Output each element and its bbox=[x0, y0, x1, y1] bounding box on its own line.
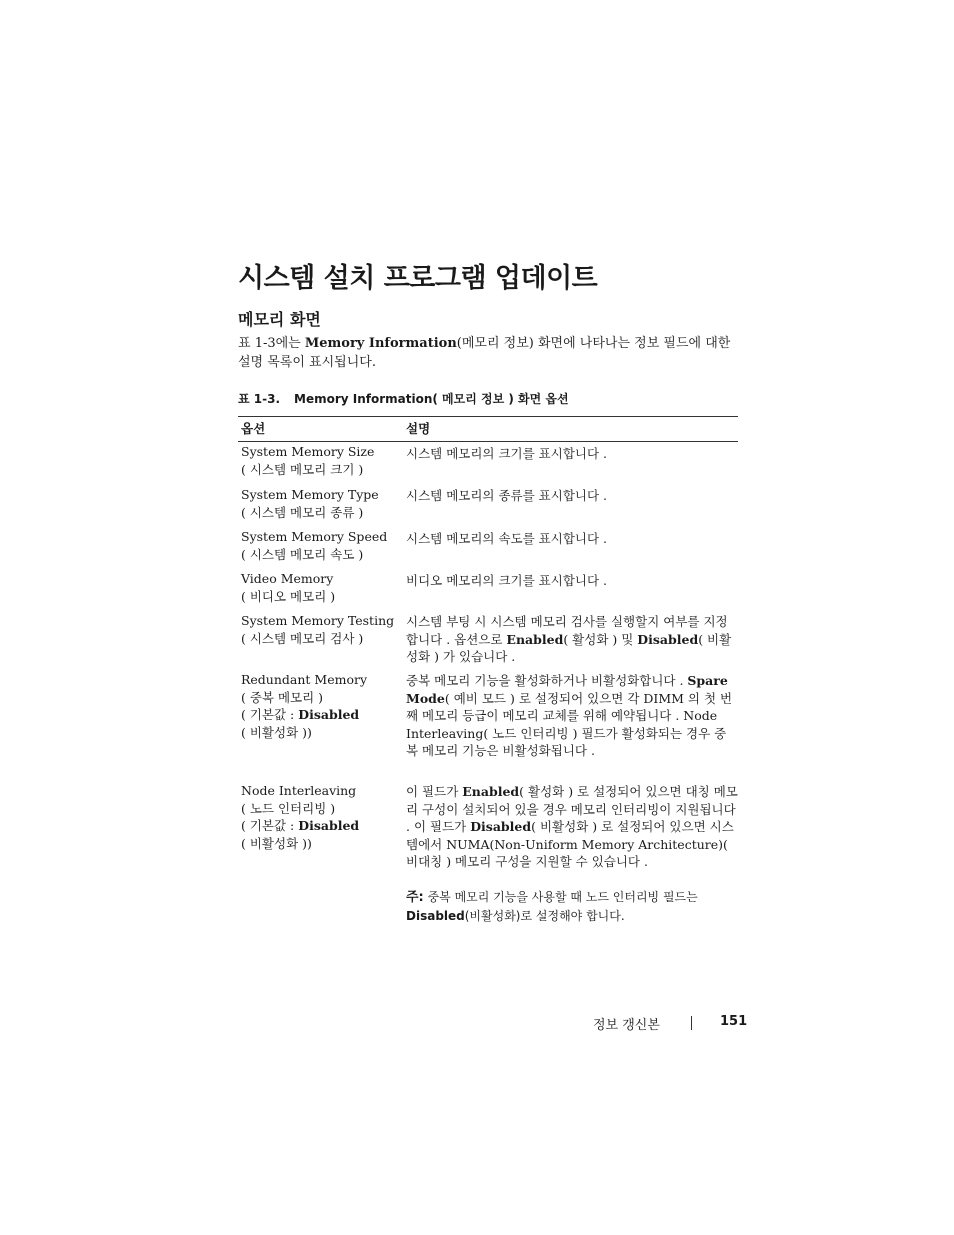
option-name-ko: ( 비디오 메모리 ) bbox=[241, 588, 336, 604]
table-row-description bbox=[406, 672, 738, 760]
table-row-option bbox=[241, 486, 401, 521]
option-name-ko: ( 시스템 메모리 크기 ) bbox=[241, 461, 364, 477]
table-row-option bbox=[241, 671, 401, 741]
table-row-option bbox=[241, 612, 401, 647]
option-default bbox=[241, 706, 401, 724]
table-row-option bbox=[241, 443, 401, 478]
option-default bbox=[241, 817, 401, 835]
table-row-description: 시스템 메모리의 크기를 표시합니다 . bbox=[406, 446, 607, 461]
table-row-option bbox=[241, 528, 401, 563]
option-name: Redundant Memory bbox=[241, 672, 368, 687]
desc-text: 시스템 부팅 시 시스템 메모리 검사를 실행할지 여부를 지정합니다 . 옵션으로 bbox=[406, 614, 728, 647]
table-row-option bbox=[241, 570, 401, 605]
table-row-description bbox=[406, 783, 738, 871]
desc-bold-enabled: Enabled bbox=[462, 784, 520, 799]
option-name: Video Memory bbox=[241, 571, 334, 586]
option-name-ko: ( 시스템 메모리 속도 ) bbox=[241, 546, 364, 562]
default-value-ko: ( 비활성화 )) bbox=[241, 835, 312, 851]
page-number: 151 bbox=[720, 1014, 748, 1029]
default-value: Disabled bbox=[298, 707, 360, 722]
table-caption-number: 표 1-3. bbox=[238, 392, 281, 406]
desc-bold-spare-mode: Spare Mode bbox=[406, 673, 728, 706]
option-name-ko: ( 시스템 메모리 검사 ) bbox=[241, 630, 364, 646]
desc-text: ( 예비 모드 ) 로 설정되어 있으면 각 DIMM 의 첫 번째 메모리 등급이 메모리 교체를 위해 예약됩니다 . Node Interleaving( 노드 인터리빙 ) 필드가 활성화되는 경우 중복 메모리 기능은 비활성화됩니다 . bbox=[406, 690, 733, 758]
intro-text-pre: 표 1-3에는 bbox=[238, 336, 305, 351]
option-name-ko: ( 노드 인터리빙 ) bbox=[241, 800, 336, 816]
note-text: 중복 메모리 기능을 사용할 때 노드 인터리빙 필드는 bbox=[423, 890, 698, 904]
footer-label: 정보 갱신본 bbox=[593, 1018, 660, 1033]
desc-bold-disabled: Disabled bbox=[637, 631, 699, 647]
default-label: ( 기본값 : bbox=[241, 707, 299, 722]
table-row-description: 시스템 메모리의 종류를 표시합니다 . bbox=[406, 488, 607, 503]
table-top-rule bbox=[238, 416, 738, 417]
table-row-description: 비디오 메모리의 크기를 표시합니다 . bbox=[406, 573, 607, 588]
desc-text: 중복 메모리 기능을 활성화하거나 비활성화합니다 . bbox=[406, 673, 688, 688]
desc-bold-disabled: Disabled bbox=[470, 819, 532, 834]
note-bold: Disabled bbox=[406, 909, 465, 923]
table-caption bbox=[238, 390, 569, 407]
table-row-description bbox=[406, 613, 738, 666]
intro-text-post: (메모리 정보) 화면에 나타나는 정보 필드에 대한 설명 목록이 표시됩니다. bbox=[238, 336, 731, 370]
note-label: 주: bbox=[406, 890, 424, 905]
option-name-ko: ( 중복 메모리 ) bbox=[241, 689, 324, 705]
intro-text-bold: Memory Information bbox=[304, 336, 457, 351]
note bbox=[406, 888, 738, 925]
table-header-option: 옵션 bbox=[241, 421, 266, 436]
default-label: ( 기본값 : bbox=[241, 818, 299, 833]
table-row-description: 시스템 메모리의 속도를 표시합니다 . bbox=[406, 531, 607, 546]
intro-paragraph bbox=[238, 334, 738, 372]
table-row-option bbox=[241, 782, 401, 852]
table-caption-text: Memory Information( 메모리 정보 ) 화면 옵션 bbox=[294, 392, 569, 406]
option-name: System Memory Type bbox=[241, 487, 379, 502]
option-name: System Memory Testing bbox=[241, 613, 395, 628]
desc-text: 이 필드가 bbox=[406, 784, 463, 799]
option-name-ko: ( 시스템 메모리 종류 ) bbox=[241, 504, 364, 520]
desc-bold-enabled: Enabled bbox=[506, 631, 564, 647]
default-value-ko: ( 비활성화 )) bbox=[241, 724, 312, 740]
footer-separator bbox=[691, 1016, 692, 1030]
option-name: Node Interleaving bbox=[241, 783, 357, 798]
section-heading: 메모리 화면 bbox=[238, 310, 321, 329]
table-header-description: 설명 bbox=[406, 421, 431, 436]
option-name: System Memory Size bbox=[241, 444, 375, 459]
desc-text: ( 활성화 ) 및 bbox=[563, 631, 638, 647]
desc-text: ( 비활성화 ) 가 있습니다 . bbox=[406, 631, 732, 664]
default-value: Disabled bbox=[298, 818, 360, 833]
page-title: 시스템 설치 프로그램 업데이트 bbox=[238, 263, 598, 294]
desc-text: ( 활성화 ) 로 설정되어 있으면 대칭 메모리 구성이 설치되어 있을 경우 메모리 인터리빙이 지원됩니다 . 이 필드가 bbox=[406, 784, 738, 834]
option-name: System Memory Speed bbox=[241, 529, 388, 544]
note-text: (비활성화)로 설정해야 합니다. bbox=[464, 909, 625, 923]
desc-text: ( 비활성화 ) 로 설정되어 있으면 시스템에서 NUMA(Non-Uniform Memory Architecture)( 비대칭 ) 메모리 구성을 지원할 수 있습니다 . bbox=[406, 819, 734, 869]
table-header-rule bbox=[238, 441, 738, 442]
